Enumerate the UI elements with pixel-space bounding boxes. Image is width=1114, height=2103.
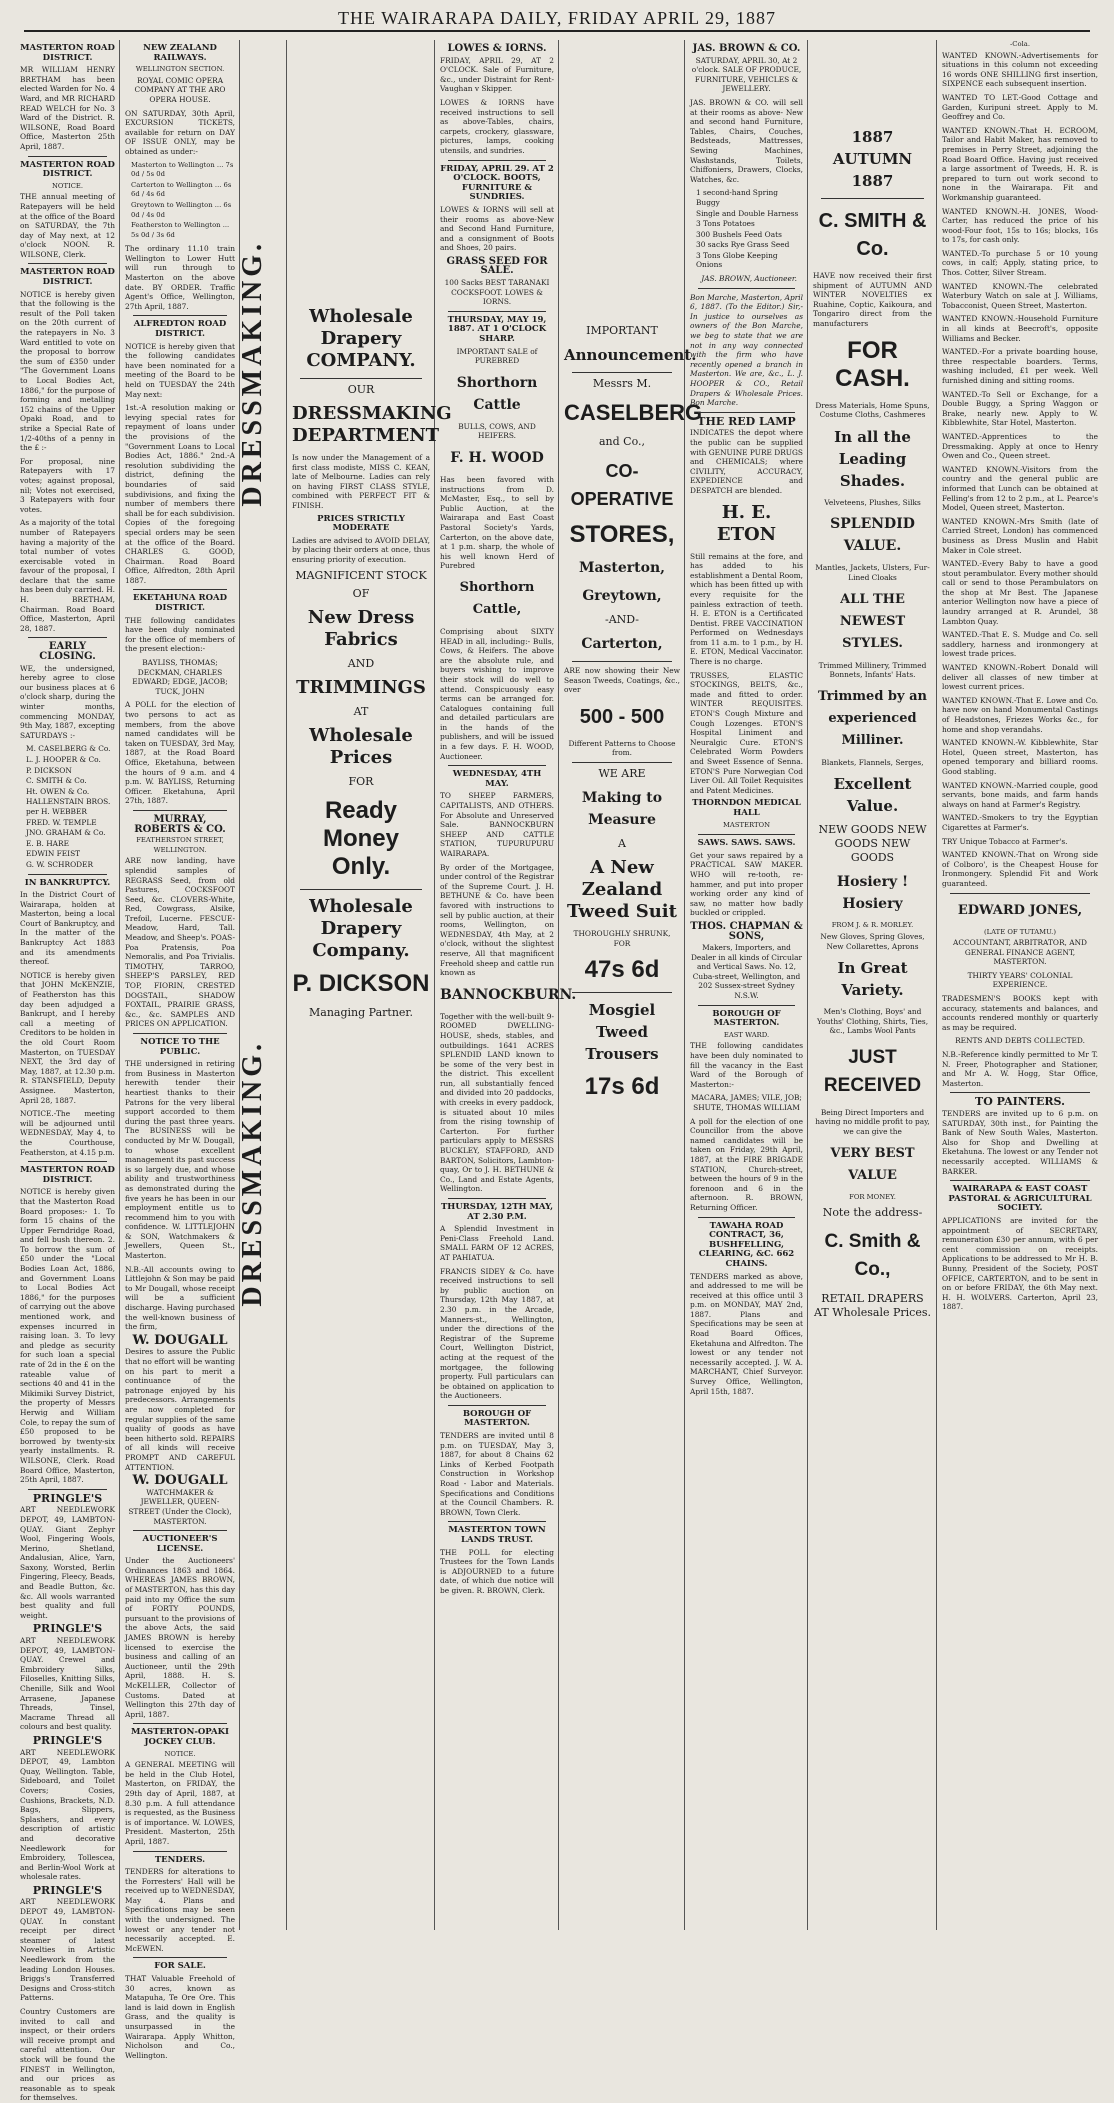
heading: SAWS. SAWS. SAWS. bbox=[697, 838, 796, 849]
divider bbox=[572, 762, 672, 763]
column-5 bbox=[436, 40, 577, 1930]
classified-ad: WANTED.-To Sell or Exchange, for a Double Buggy, a Spring Waggon or Brake, nearly new. Apply to W. Kibblewhite, Star Hotel, Masterton. bbox=[942, 389, 1098, 428]
text: AT bbox=[353, 704, 369, 718]
heading: FOR CASH. bbox=[835, 336, 910, 392]
list-item: Greytown to Wellington ... 6s 0d / 4s 0d bbox=[131, 200, 232, 219]
notice-text: ARE now showing their New Season Tweeds, Coatings, &c., over bbox=[564, 666, 680, 695]
heading: MASTERTON ROAD DISTRICT. bbox=[20, 159, 115, 180]
notice-text: THOROUGHLY SHRUNK, FOR bbox=[573, 928, 671, 948]
column-rule bbox=[286, 40, 287, 1930]
list-item: Masterton to Wellington ... 7s 0d / 5s 0d bbox=[131, 160, 234, 179]
column-rule bbox=[558, 40, 559, 1930]
list-item: Featherston to Wellington ... 5s 0d / 3s 6d bbox=[131, 221, 230, 239]
divider bbox=[28, 263, 107, 264]
heading: PRINGLE'S bbox=[32, 1622, 103, 1636]
heading: F. H. WOOD bbox=[450, 450, 544, 466]
notice-text: BULLS, COWS, AND HEIFERS. bbox=[458, 421, 536, 441]
notice-text: LOWES & IORNS have received instructions to sell as above-Tables, chairs, carpets, crockery, glassware, pictures, lamps, cooking utensils, and sundries. bbox=[440, 97, 554, 155]
notice-text: Still remains at the fore, and has added to his establishment a Dental Room, which has been fitted up with every requisite for the painless extraction of teeth. H. E. ETON is a Certificated Dentist. FREE VACCINATION Performed on Wednesdays from 11 a.m. to 1 p.m., by H. E. ETON, Medical Vaccinator. There is no charge. bbox=[690, 551, 803, 667]
notice-text: JAS. BROWN & CO. will sell at their rooms as above- New and second hand Furniture, Tables, Chairs, Couches, Bedsteads, Mattresses, Sewing Machines, Washstands, Toilets, Chiffoniers, Drawers, Clocks, Watches, &c. bbox=[690, 97, 803, 184]
column-rule bbox=[807, 40, 808, 1930]
heading: STORES, bbox=[569, 521, 675, 548]
notice-text: Different Patterns to Choose from. bbox=[568, 738, 676, 758]
classified-ad: WANTED KNOWN.-Robert Donald will deliver all classes of new timber at lowest current prices. bbox=[942, 663, 1098, 692]
divider bbox=[698, 288, 795, 289]
heading: BOROUGH OF MASTERTON. bbox=[712, 1008, 781, 1029]
notice-text: Being Direct Importers and having no middle profit to pay, we can give the bbox=[815, 1107, 930, 1137]
heading: PRINGLE'S bbox=[32, 1733, 103, 1747]
notice-text: Country Customers are invited to call and inspect, or their orders will receive prompt and careful attention. Our stock will be found the FINEST in Wellington, and our prices as reasonable as to speak for themselves. bbox=[20, 2007, 115, 2103]
heading: MASTERTON TOWN LANDS TRUST. bbox=[448, 1525, 546, 1545]
town: Masterton, bbox=[578, 560, 666, 576]
classified-ad: WANTED KNOWN.-Household Furniture in all kinds at Beecroft's, opposite Williams and Becker. bbox=[942, 314, 1098, 343]
divider bbox=[300, 378, 422, 379]
notice-text: Ladies are advised to AVOID DELAY, by placing their orders at once, thus ensuring priority of execution. bbox=[292, 535, 430, 564]
notice-text: ART NEEDLEWORK DEPOT, 49, Lambton Quay, Wellington. Table, Sideboard, and Toilet Covers; Cosies, Cushions, Brackets, N.D. Bags, Slippers, Splashers, and every description of artistic and decorative Needlework for Embroidery, Tollescea, and Berlin-Wool Work at wholesale rates. bbox=[20, 1747, 115, 1882]
notice-text: MR WILLIAM HENRY BRETHAM has been elected Warden for No. 4 Ward, and MR RICHARD READ WELCH for No. 3 Ward of the District. R. WILSONE, Road Board Office, Masterton 25th April, 1887. bbox=[20, 65, 115, 151]
heading: W. DOUGALL bbox=[132, 1332, 228, 1348]
heading: PRICES STRICTLY MODERATE bbox=[317, 513, 405, 534]
notice-text: A poll for the election of one Councillor from the above named candidates will be taken on Friday, 29th April, 1887, at the FIRE BRIGADE STATION, Church-street, between the hours of 9 in the forenoon and 6 in the afternoon. R. BROWN, Returning Officer. bbox=[690, 1116, 803, 1212]
notice-text: THE annual meeting of Ratepayers will be held at the office of the Board on SATURDAY, the 7th day of May next, at 12 o'clock NOON. R. WILSONE, Clerk. bbox=[20, 192, 115, 259]
notice-text: A Splendid Investment in Peni-Class Freehold Land. SMALL FARM OF 12 ACRES, AT PAHIATUA. bbox=[440, 1224, 554, 1262]
notice-text: NOTICE is hereby given that the following is the result of the Poll taken on the 20th current of the ratepayers in No. 3 Ward entitled to vote on the proposal to borrow the sum of £350 under "The Government Loans to Local Bodies Act, 1886," for the purpose of forming and metalling 152 chains of the Upper Opaki Road, and to strike a Special Rate of 1/2-40ths of a penny in the £ :- bbox=[20, 289, 115, 453]
notice-text: FRIDAY, APRIL 29, AT 2 O'CLOCK. Sale of Furniture, &c., under Distraint for Rent-Vaughan v Skipper. bbox=[440, 55, 554, 94]
text: -AND- bbox=[604, 613, 640, 626]
subheading: RETAIL DRAPERS AT Wholesale Prices. bbox=[814, 1292, 931, 1320]
heading: GRASS SEED FOR SALE. bbox=[446, 255, 548, 277]
masthead bbox=[0, 0, 1114, 34]
heading: Shorthorn Cattle bbox=[456, 374, 538, 413]
text: NEW GOODS NEW GOODS NEW GOODS bbox=[818, 823, 927, 865]
column-2 bbox=[121, 40, 239, 2060]
notice-text: Blankets, Flannels, Serges, bbox=[821, 757, 924, 767]
divider bbox=[133, 1530, 227, 1531]
notice-text: WE, the undersigned, hereby agree to close our business places at 6 o'clock sharp, during the winter months, commencing MONDAY, 9th May, 1887, excepting SATURDAYS :- bbox=[20, 663, 115, 740]
list-item: P. DICKSON bbox=[26, 765, 72, 775]
notice-text: THE following candidates have been duly nominated to fill the vacancy in the East Ward of the Borough of Masterton:- bbox=[690, 1041, 803, 1089]
heading: THOS. CHAPMAN & SONS, bbox=[690, 920, 803, 942]
notice-text: Men's Clothing, Boys' and Youths' Clothing, Shirts, Ties, &c., Lambs Wool Pants bbox=[816, 1007, 929, 1036]
heading: JUST RECEIVED bbox=[823, 1046, 922, 1096]
letter-text: Bon Marche, Masterton, April 6, 1887. (To the Editor.) Sir,-In justice to ourselves as owners of the Bon Marche, we beg to state that we are not in any way connected with the firm who have recently opened a branch in Masterton. We are, &c., L. J. HOOPER & CO., Retail Drapers & Wholesale Prices. Bon Marche. bbox=[690, 292, 803, 408]
list-item: 30 sacks Rye Grass Seed bbox=[696, 240, 790, 250]
divider bbox=[133, 589, 227, 590]
heading: P. DICKSON bbox=[292, 969, 430, 997]
column-6 bbox=[560, 40, 703, 1930]
subheading: EAST WARD. bbox=[723, 1030, 770, 1039]
classified-ad: WANTED.-To purchase 5 or 10 young cows, in calf; Apply, stating price, to Thos. Cotter, Silver Stream. bbox=[942, 248, 1098, 278]
heading: IN BANKRUPTCY. bbox=[24, 877, 111, 888]
notice-text: TENDERS are invited until 8 p.m. on TUESDAY, May 3, 1887, for about 8 Chains 62 Links of Kerbed Footpath Construction in Workshop Road - Labor and Materials. Specifications and Conditions at the Council Chambers. R. BROWN, Town Clerk. bbox=[440, 1431, 554, 1517]
heading: EKETAHUNA ROAD DISTRICT. bbox=[132, 593, 227, 614]
heading: Announcement. bbox=[564, 346, 697, 364]
notice-text: As a majority of the total number of Ratepayers having a majority of the total number of votes exercisable voted in favour of the proposal, I declare that the same has been duly carried. H. H. BRETHAM, Chairman. Road Board Office, Masterton, April 28, 1887. bbox=[20, 518, 115, 633]
heading: LOWES & IORNS. bbox=[447, 43, 547, 54]
divider bbox=[28, 156, 107, 157]
heading: THURSDAY, 12TH MAY, AT 2.30 P.M. bbox=[440, 1202, 554, 1222]
text: Messrs M. bbox=[592, 377, 652, 390]
text: FOR bbox=[348, 774, 374, 788]
subheading: FEATHERSTON STREET, WELLINGTON. bbox=[136, 836, 224, 854]
heading: Making to Measure bbox=[581, 789, 663, 828]
heading: PRINGLE'S bbox=[32, 1883, 103, 1897]
notice-text: SATURDAY, APRIL 30, At 2 o'clock. SALE OF PRODUCE, FURNITURE, VEHICLES & JEWELLERY. bbox=[691, 55, 802, 94]
notice-text: Dress Materials, Home Spuns, Costume Cloths, Cashmeres bbox=[815, 400, 930, 420]
heading: MASTERTON ROAD DISTRICT. bbox=[20, 1165, 115, 1185]
subheading: WELLINGTON SECTION. bbox=[135, 65, 225, 74]
heading: TO PAINTERS. bbox=[975, 1095, 1065, 1109]
heading: WAIRARAPA & EAST COAST PASTORAL & AGRICULTURAL SOCIETY. bbox=[948, 1184, 1092, 1214]
list-item: 1 second-hand Spring Buggy bbox=[696, 188, 778, 207]
heading: Hosiery ! Hosiery bbox=[836, 874, 909, 913]
list-item: C. SMITH & Co. bbox=[26, 776, 87, 786]
notice-text: THIRTY YEARS' COLONIAL EXPERIENCE. bbox=[967, 970, 1073, 990]
notice-text: ON SATURDAY, 30th April, EXCURSION TICKETS, available for return on DAY OF ISSUE ONLY, may be obtained as under:- bbox=[125, 108, 235, 156]
notice-text: TENDERS are invited up to 6 p.m. on SATURDAY, 30th inst., for Painting the Bank of New South Wales, Masterton. Also for Shop and Dwelling at Eketahuna. The lowest or any Tender not necessarily accepted. WILLIAMS & BARKER. bbox=[942, 1109, 1098, 1176]
text: WE ARE bbox=[598, 766, 646, 780]
candidates: BAYLISS, THOMAS; DECKMAN, CHARLES EDWARD; EDGE, JACOB; TUCK, JOHN bbox=[132, 658, 228, 696]
divider bbox=[572, 661, 672, 662]
notice-text: Comprising about SIXTY HEAD in all, including:- Bulls, Cows, & Heifers. The above are the absolute rule, and buyers wishing to improve their stock will do well to attend. Conspicuously easy terms can be arranged for. Catalogues containing full and detailed particulars are in the hands of the publishers, and will be issued in a few days. F. H. WOOD, Auctioneer. bbox=[440, 626, 554, 761]
list-item: HALLENSTAIN BROS. per H. WEBBER bbox=[26, 797, 111, 816]
heading: Wholesale Drapery Company. bbox=[309, 895, 413, 961]
notice-text: NOTICE is hereby given that the Masterton Road Board proposes:- 1. To form 15 chains of the Upper Ferndridge Road, and fell bush thereon. 2. To borrow the sum of £50 under the "Local Bodies Loan Act, 1886, and Government Loans to Local Bodies Act 1886," for the purposes of carrying out the above mentioned work, and expenses incurred in raising loan. 3. To levy and pledge as security for such loan a special rate of 2d in the £ on the rateable value of sections 40 and 41 in the Mikimiki Survey District, the property of Messrs Herwig and William Cole, to repay the sum of £50 proposed to be borrowed by twenty-six yearly installments. R. WILSONE, Clerk. Road Board Office, Masterton, 25th April, 1887. bbox=[20, 1187, 115, 1485]
text: OF bbox=[352, 586, 370, 600]
signatory-list bbox=[26, 744, 115, 869]
notice-text: WATCHMAKER & JEWELLER, QUEEN-STREET (Under the Clock), MASTERTON. bbox=[128, 1487, 232, 1526]
heading: MASTERTON ROAD DISTRICT. bbox=[20, 267, 115, 288]
heading: IMPORTANT bbox=[586, 324, 658, 337]
heading: JAS. BROWN & CO. bbox=[692, 43, 801, 54]
list-item: Single and Double Harness bbox=[696, 208, 799, 218]
notice-text: TO SHEEP FARMERS, CAPITALISTS, AND OTHERS. For Absolute and Unreserved Sale. BANNOCKBURN SHEEP AND CATTLE STATION, TUPURUPURU WAIRARAPA. bbox=[440, 791, 554, 858]
column-9 bbox=[938, 40, 1102, 1930]
text: and Co., bbox=[598, 435, 646, 448]
divider bbox=[133, 315, 227, 316]
heading: Shorthorn Cattle, bbox=[459, 579, 535, 617]
divider bbox=[28, 874, 107, 875]
notice-text: Is now under the Management of a first class modiste, MISS C. KEAN, late of Melbourne. Ladies can rely on having FIRST CLASS STYLE, combined with PERFECT FIT & FINISH. bbox=[292, 453, 430, 510]
heading: NEW ZEALAND RAILWAYS. bbox=[143, 43, 217, 63]
heading: Trimmed by an experienced Milliner. bbox=[818, 688, 927, 748]
divider bbox=[28, 1161, 107, 1162]
notice-text: A POLL for the election of two persons to act as members, from the above named candidates will be taken on TUESDAY, 3rd May, 1887, at the Road Board Office, Eketahuna, between the hours of 9 a.m. and 4 p.m. W. BAYLISS, Returning Officer. Eketahuna, April 27th, 1887. bbox=[125, 700, 235, 806]
heading: MASTERTON-OPAKI JOCKEY CLUB. bbox=[130, 1727, 230, 1747]
subheading: (LATE OF TUTAMU.) bbox=[983, 927, 1056, 936]
fare-table bbox=[131, 161, 235, 241]
divider bbox=[448, 1198, 546, 1199]
heading: FOR SALE. bbox=[154, 1961, 206, 1972]
notice-text: TRUSSES, ELASTIC STOCKINGS, BELTS, &c., made and fitted to order. WINTER REQUISITES. ETON'S Cough Mixture and Cough Lozenges. ETON'S Hospital Liniment and Neuralgic Cure. ETON'S Celebrated Worm Powders and Sweet Essence of Senna. ETON'S Pure Norwegian Cod Liver Oil. All Toilet Requisites and Patent Medicines. bbox=[690, 670, 803, 795]
heading: AUCTIONEER'S LICENSE. bbox=[142, 1534, 218, 1554]
column-rule bbox=[434, 40, 435, 1930]
heading: Ready Money Only. bbox=[322, 796, 399, 880]
divider bbox=[950, 1092, 1090, 1093]
heading: BOROUGH OF MASTERTON. bbox=[462, 1408, 532, 1429]
heading: EARLY CLOSING. bbox=[39, 641, 96, 663]
classified-ad: WANTED TO LET.-Good Cottage and Garden, Kuripuni street. Apply to M. Geoffrey and Co. bbox=[942, 92, 1098, 122]
notice-text: LOWES & IORNS will sell at their rooms as above-New and Second Hand Furniture, and a consignment of Boots and Shoes, 20 pairs. bbox=[440, 204, 554, 253]
heading: BANNOCKBURN. bbox=[440, 986, 577, 1003]
divider bbox=[300, 889, 422, 890]
vertical-banner: DRESSMAKING. bbox=[237, 240, 268, 507]
notice-text: THE POLL for electing Trustees for the Town Lands is ADJOURNED to a future date, of which due notice will be given. R. BROWN, Clerk. bbox=[440, 1547, 554, 1595]
column-rule bbox=[936, 40, 937, 1930]
column-8 bbox=[809, 40, 936, 1930]
notice-text: TRADESMEN'S BOOKS kept with accuracy, statements and balances, and accounts rendered monthly or quarterly as may be required. bbox=[942, 994, 1098, 1032]
notice-text: N.B.-Reference kindly permitted to Mr T. N. Freer, Photographer and Stationer, and Mr A. W. Hogg, Star Office, Masterton. bbox=[942, 1050, 1098, 1088]
divider bbox=[133, 1957, 227, 1958]
notice-text: TENDERS marked as above, and addressed to me will be received at this office until 3 p.m. on MONDAY, MAY 2nd, 1887. Plans and Specifications may be seen at Road Board Offices, Eketahuna and Alfredton. The lowest or any tender not necessarily accepted. J. W. A. MARCHANT, Chief Surveyor. Survey Office, Wellington, April 15th, 1887. bbox=[690, 1271, 803, 1396]
notice-text: ROYAL COMIC OPERA COMPANY AT THE ARO OPERA HOUSE. bbox=[134, 75, 226, 104]
notice-text: INDICATES the depot where the public can be supplied with GENUINE PURE DRUGS and CHEMICALS; where CIVILITY, ACCURACY, EXPEDIENCE and DESPATCH are blended. bbox=[690, 428, 803, 495]
divider bbox=[448, 311, 546, 312]
heading: C. SMITH & Co. bbox=[818, 210, 927, 260]
heading: SPLENDID VALUE. bbox=[830, 516, 915, 555]
classified-ad: WANTED.-That E. S. Mudge and Co. sell saddlery, harness and ironmongery at lowest trade prices. bbox=[942, 630, 1098, 659]
notice-text: Mantles, Jackets, Ulsters, Fur-Lined Cloaks bbox=[815, 563, 930, 582]
notice-text: In the District Court of Wairarapa, holden at Masterton, being a local Court of Bankruptcy, and In the matter of the Bankruptcy Act 1883 and its amendments thereof. bbox=[20, 890, 115, 967]
heading: TRIMMINGS bbox=[296, 676, 426, 698]
heading: 500 - 500 bbox=[579, 705, 665, 728]
column-rule bbox=[684, 40, 685, 1930]
town: Greytown, bbox=[582, 588, 662, 604]
classified-ad: WANTED KNOWN.-Advertisements for situations in this column not exceeding 16 words ONE SHILLING first insertion, SIXPENCE each subsequent insertion. bbox=[942, 50, 1098, 89]
text: A bbox=[618, 836, 626, 850]
heading: TAWAHA ROAD CONTRACT, 36, BUSHFELLING, CLEARING, &C. 662 CHAINS. bbox=[698, 1220, 795, 1269]
notice-text: ART NEEDLEWORK DEPOT 49, LAMBTON-QUAY. In constant receipt per direct steamer of latest Novelties in Artistic Needlework from the leading London Houses. Briggs's Transferred Designs and Cross-stitch Patterns. bbox=[20, 1897, 115, 2003]
text: Note the address- bbox=[822, 1206, 923, 1220]
price: 17s 6d bbox=[584, 1073, 660, 1101]
column-1 bbox=[16, 40, 119, 2103]
notice-text: FRANCIS SIDEY & Co. have received instructions to sell by public auction on Thursday, 12th May 1887, at 2.30 p.m. in the Arcade, Manners-st., Wellington, under the directions of the Registrar of the Supreme Court, Wellington District, acting at the request of the mortgagee, the following property. Full particulars can be obtained on application to the Auctioneers. bbox=[440, 1266, 554, 1401]
notice-text: APPLICATIONS are invited for the appointment of SECRETARY, remuneration £30 per annum, with 6 per cent commission on receipts. Applications to be addressed to Mr H. B. Bunny, President of the Society, POST OFFICE, CARTERTON, and to be sent in on or before FRIDAY, the 6th May next. H. H. WOLVERS. Carterton, April 23, 1887. bbox=[942, 1215, 1098, 1312]
notice-text: Desires to assure the Public that no effort will be wanting on his part to merit a continuance of the patronage enjoyed by his predecessors. Arrangements are now completed for regular supplies of the same quality of goods as have been hitherto sold. REPAIRS of all kinds will receive PROMPT AND CAREFUL ATTENTION. bbox=[125, 1347, 235, 1472]
notice-text: ART NEEDLEWORK DEPOT, 49, LAMBTON-QUAY. Giant Zephyr Wool, Fingering Wools, Merino, Shetland, Andalusian, Alice, Yarn, Saxony, Worsted, Berlin Fingering, Fleecy, Beads, and Beadle Button, &c. &c. All wools warranted best quality and full weight. bbox=[20, 1505, 115, 1620]
heading: THORNDON MEDICAL HALL bbox=[692, 798, 801, 818]
divider bbox=[572, 372, 672, 373]
divider bbox=[133, 1723, 227, 1724]
divider bbox=[133, 810, 227, 811]
divider bbox=[698, 1217, 795, 1218]
classified-ad: WANTED.-For a private boarding house, three respectable boarders. Terms, washing included, £1 per week. Well furnished dining and sitting rooms. bbox=[942, 347, 1098, 385]
heading: THURSDAY, MAY 19, 1887. AT 1 O'CLOCK SHARP. bbox=[447, 314, 547, 345]
divider bbox=[698, 1005, 795, 1006]
divider bbox=[28, 637, 107, 638]
list-item: 300 Bushels Feed Oats bbox=[696, 229, 782, 239]
list-item: 3 Tons Globe Keeping Onions bbox=[696, 250, 778, 270]
subheading: NOTICE. bbox=[164, 1749, 196, 1758]
candidates: MACARA, JAMES; VILE, JOB; SHUTE, THOMAS WILLIAM bbox=[691, 1093, 802, 1112]
heading: MURRAY, ROBERTS & CO. bbox=[134, 813, 226, 835]
classified-ad: WANTED.-Smokers to try the Egyptian Cigarettes at Farmer's. bbox=[942, 813, 1098, 832]
divider bbox=[133, 1851, 227, 1852]
subheading: Managing Partner. bbox=[309, 1005, 413, 1019]
list-item: G. W. SCHRODER bbox=[26, 859, 94, 869]
subheading: FROM J. & R. MORLEY. bbox=[831, 921, 914, 930]
column-4 bbox=[288, 40, 452, 1930]
divider bbox=[448, 160, 546, 161]
signature: JAS. BROWN, Auctioneer. bbox=[701, 274, 797, 284]
notice-text: Get your saws repaired by a PRACTICAL SAW MAKER. WHO will re-tooth, re-hammer, and put into proper working order any kind of saw, no matter how badly buckled or crippled. bbox=[690, 850, 803, 918]
heading: New Dress Fabrics bbox=[307, 606, 415, 650]
heading: Wholesale Prices bbox=[309, 724, 413, 768]
notice-text: Velveteens, Plushes, Silks bbox=[824, 497, 921, 507]
text: -Cola. bbox=[1010, 40, 1030, 48]
subheading: MASTERTON bbox=[722, 820, 771, 829]
divider bbox=[448, 765, 546, 766]
subheading: NOTICE. bbox=[51, 181, 84, 190]
heading: DRESSMAKING DEPARTMENT bbox=[292, 403, 452, 446]
classified-ad: WANTED.-Apprentices to the Dressmaking. Apply at once to Henry Owen and Co., Queen street. bbox=[942, 431, 1098, 461]
list-item: L. J. HOOPER & Co. bbox=[26, 754, 101, 764]
town: Carterton, bbox=[581, 636, 663, 652]
notice-text: NOTICE is hereby given that the following candidates have been nominated for a meeting of the Board to be held on TUESDAY the 24th May next: bbox=[125, 341, 235, 399]
heading: PRINGLE'S bbox=[32, 1491, 103, 1505]
notice-text: Under the Auctioneers' Ordinances 1863 and 1864. WHEREAS JAMES BROWN, of MASTERTON, has this day paid into my Office the sum of FORTY POUNDS, pursuant to the provisions of the above Acts, the said JAMES BROWN is hereby licensed to exercise the business and calling of an Auctioneer, until the 29th April, 1888. H. S. McKELLER, Collector of Customs. Dated at Wellington this 27th day of April, 1887. bbox=[125, 1556, 235, 1719]
notice-text: ARE now landing, have splendid samples of REGRASS Seed, from old Pastures, COCKSFOOT Seed, &c. CLOVERS-White, Red, Cowgrass, Alsike, Trefoil, Lucerne. FESCUE-Meadow, Hard, Tall. Meadow, and Sheep's. POAS-Poa Pratensis, Poa Nemoralis, and Poa Trivialis. TIMOTHY, TARROO, SHEEP'S PARSLEY, RED TOP, FIORIN, CRESTED DOGSTAIL, SHADOW FOXTAIL, PRAIRIE GRASS, &c., &c. SAMPLES AND PRICES ON APPLICATION. bbox=[125, 856, 235, 1029]
notice-text: 100 Sacks BEST TARANAKI COCKSFOOT. LOWES & IORNS. bbox=[444, 278, 550, 307]
classified-ad: TRY Unique Tobacco at Farmer's. bbox=[942, 836, 1068, 846]
heading: ALFREDTON ROAD DISTRICT. bbox=[133, 319, 227, 340]
heading: Wholesale Drapery COMPANY. bbox=[306, 306, 416, 371]
masthead-title: THE WAIRARAPA DAILY, FRIDAY APRIL 29, 1887 bbox=[338, 8, 776, 28]
notice-text: THE undersigned in retiring from Business in Masterton herewith tender their heartiest thanks to their Patrons for the very liberal support accorded to them during the past three years. The BUSINESS will be conducted by Mr W. Dougall, to whose excellent management its past success is so largely due, and whose ability and trustworthiness as demonstrated during the five years he has been in our employment entitle us to recommend him to you with confidence. W. LITTLEJOHN & SON, Watchmakers & Jewellers, Queen St., Masterton. bbox=[125, 1059, 235, 1261]
masthead-rule bbox=[24, 30, 1090, 32]
notice-text: Together with the well-built 9-ROOMED DWELLING-HOUSE, sheds, stables, and outbuildings. 1641 ACRES SPLENDID LAND known to be some of the very best in the district. This excellent run, all substantially fenced and divided into 20 paddocks, with creeks in every paddock, is situated about 10 miles from the rising township of Carterton. For further particulars apply to MESSRS BUCKLEY, STAFFORD, AND BARTON, Solicitors, Lambton-quay, Or to J. H. BETHUNE & Co., Land and Estate Agents, Wellington. bbox=[440, 1011, 554, 1194]
heading: H. E. ETON bbox=[716, 501, 777, 545]
classified-ad: WANTED KNOWN.-Married couple, good servants, bone maids, and farm hands always on hand at Farmer's Registry. bbox=[942, 780, 1098, 809]
list-item: EDWIN FEIST bbox=[26, 849, 81, 859]
classified-ad: WANTED KNOWN.-W. Kibblewhite, Star Hotel, Queen street, Masterton, has opened temporary and billiard rooms. Good stabling. bbox=[942, 738, 1098, 776]
heading: W. DOUGALL bbox=[132, 1473, 228, 1489]
notice-text: ACCOUNTANT, ARBITRATOR, AND GENERAL FINANCE AGENT, MASTERTON. bbox=[953, 938, 1087, 967]
notice-text: Makers, Importers, and Dealer in all kinds of Circular and Vertical Saws. No. 12, Cuba-street, Wellington, and 202 Sussex-street Sydney N.S.W. bbox=[690, 943, 803, 1001]
list-item: Ht. OWEN & Co. bbox=[26, 786, 90, 796]
heading: EDWARD JONES, bbox=[957, 902, 1083, 918]
classified-ad: WANTED KNOWN.-The celebrated Waterbury Watch on sale at J. Williams, Tobacconist, Queen Street, Masterton. bbox=[942, 281, 1098, 310]
subheading: FOR MONEY. bbox=[849, 1192, 896, 1201]
lot-list bbox=[696, 188, 803, 270]
column-7 bbox=[686, 40, 807, 1930]
heading: MASTERTON ROAD DISTRICT. bbox=[20, 43, 115, 63]
notice-text: THAT Valuable Freehold of 30 acres, known as Matapuha, Te Ore Ore. This land is laid down in English Grass, and the quality is unsurpassed in the Wairarapa. Apply Whitton, Nicholson and Co., Wellington. bbox=[125, 1974, 235, 2060]
heading: In Great Variety. bbox=[837, 959, 908, 1000]
heading: ALL THE NEWEST STYLES. bbox=[839, 591, 906, 651]
notice-text: A GENERAL MEETING will be held in the Club Hotel, Masterton, on FRIDAY, the 29th day of April, 1887, at 8.30 p.m. A full attendance is requested, as the Business is of importance. W. LOWES, President. Masterton, 25th April, 1887. bbox=[125, 1760, 235, 1846]
heading: 1887 AUTUMN 1887 bbox=[832, 128, 913, 190]
text: AND bbox=[347, 656, 375, 670]
notice-text: New Gloves, Spring Gloves, New Collarettes, Aprons bbox=[820, 931, 925, 951]
notice-text: HAVE now received their first shipment of AUTUMN AND WINTER NOVELTIES ex Ruahine, Coptic, Kaikoura, and Tongariro direct from the manufacturers bbox=[813, 271, 932, 328]
notice-text: Trimmed Millinery, Trimmed Bonnets, Infants' Hats. bbox=[818, 660, 927, 680]
notice-text: NOTICE is hereby given that JOHN McKENZIE, of Featherston has this day been adjudged a Bankrupt, and I hereby call a meeting of Creditors to be holden in the old Court Room Masterton, on TUESDAY NEXT, the 3rd day of May, 1887, at 12.30 p.m. R. STANSFIELD, Deputy Assignee. Masterton, April 28, 1887. bbox=[20, 970, 115, 1105]
classified-ad: WANTED KNOWN.-Mrs Smith (late of Carried Street, London) has commenced business as Dress Muslin and Habit Maker in Cole street. bbox=[942, 516, 1098, 555]
notice-text: Has been favored with instructions from D. McMaster, Esq., to sell by Public Auction, at the Wairarapa and East Coast Pastoral Society's Yards, Carterton, on the above date, at 1 p.m. sharp, the whole of his well known Herd of Purebred bbox=[440, 475, 554, 571]
classified-ad: WANTED KNOWN.-That H. ECROOM, Tailor and Habit Maker, has removed to premises in Perry Street, adjoining the Road Board Office. Having just received a large assortment of Tweeds, H. R. is prepared to turn out work second to none in the Wairarapa. Fit and Workmanship guaranteed. bbox=[942, 125, 1098, 202]
heading: CO-OPERATIVE bbox=[570, 461, 674, 509]
notice-text: 1st.-A resolution making or levying special rates for repayment of loans under the provisions of the "Government Loans to Local Bodies Act, 1886." 2nd.-A resolution subdividing the district, defining the boundaries of said subdivisions, and fixing the number of members there shall be for each subdivision. Copies of the foregoing special orders may be seen at the office of the Board. CHARLES G. GOOD, Chairman. Road Board Office, Alfredton, 28th April 1887. bbox=[125, 403, 235, 585]
notice-text: By order of the Mortgagee, under control of the Registrar of the Supreme Court. J. H. BETHUNE & Co. have been favored with instructions to sell by public auction, at their rooms, Wellington, on WEDNESDAY, 4th May, at 2 o'clock, without the slightest reserve, All that magnificent Freehold sheep and cattle run known as bbox=[440, 862, 554, 978]
price: 47s 6d bbox=[584, 956, 660, 984]
divider bbox=[572, 992, 672, 993]
divider bbox=[698, 412, 795, 413]
list-item: E. B. HARE bbox=[26, 838, 69, 848]
notice-text: The ordinary 11.10 train Wellington to Lower Hutt will run through to Masterton on the above date. BY ORDER. Traffic Agent's Office, Wellington, 27th April, 1887. bbox=[125, 244, 235, 311]
heading: CASELBERG bbox=[564, 400, 703, 425]
heading: MAGNIFICENT STOCK bbox=[295, 568, 427, 582]
vertical-banner: DRESSMAKING. bbox=[237, 1040, 268, 1307]
list-item: JNO. GRAHAM & Co. bbox=[26, 828, 106, 838]
notice-text: TENDERS for alterations to the Forresters' Hall will be received up to WEDNESDAY, May 4. Plans and Specifications may be seen with the undersigned. The lowest or any tender not necessarily accepted. E. McEWEN. bbox=[125, 1867, 235, 1953]
divider bbox=[950, 1180, 1090, 1181]
classified-ad: WANTED KNOWN.-That on Wrong side of Colboro', is the Cheapest House for Ironmongery. Splendid Fit and Work guaranteed. bbox=[942, 850, 1098, 888]
divider bbox=[950, 893, 1090, 894]
column-3 bbox=[237, 40, 286, 1930]
list-item: 3 Tons Potatoes bbox=[696, 219, 755, 229]
heading: In all the Leading Shades. bbox=[834, 427, 911, 490]
heading: TENDERS. bbox=[154, 1854, 206, 1865]
divider bbox=[821, 198, 924, 199]
notice-text: NOTICE.-The meeting will be adjourned until WEDNESDAY, May 4, to the Courthouse, Featherston, at 4.15 p.m. bbox=[20, 1109, 115, 1157]
heading: Mosgiel Tweed Trousers bbox=[585, 1001, 659, 1064]
classified-ad: WANTED KNOWN.-Visitors from the country and the general public are informed that Lunch can be obtained at Felling's from 12 to 2 p.m., at L. Pearce's Model, Queen street, Masterton. bbox=[942, 464, 1098, 513]
divider bbox=[133, 1033, 227, 1034]
list-item: M. CASELBERG & Co. bbox=[26, 744, 111, 754]
heading: C. Smith & Co., bbox=[824, 1231, 921, 1281]
divider bbox=[28, 1489, 107, 1490]
divider bbox=[698, 834, 795, 835]
list-item: Carterton to Wellington ... 6s 6d / 4s 6d bbox=[131, 180, 232, 199]
heading: WEDNESDAY, 4TH MAY. bbox=[452, 769, 542, 789]
heading: NOTICE TO THE PUBLIC. bbox=[140, 1037, 220, 1057]
notice-text: For proposal, nine Ratepayers with 17 votes; against proposal, nil; Votes not exercised, 3 Ratepayers with four votes. bbox=[20, 456, 115, 514]
notice-text: N.B.-All accounts owing to Littlejohn & Son may be paid to Mr Dougall, whose receipt will be a sufficient discharge. Having purchased the well-known business of the firm, bbox=[125, 1264, 235, 1332]
divider bbox=[448, 1405, 546, 1406]
heading: VERY BEST VALUE bbox=[830, 1145, 915, 1183]
list-item: FRED. W. TEMPLE bbox=[26, 817, 97, 827]
column-rule bbox=[119, 40, 120, 1930]
divider bbox=[448, 1521, 546, 1522]
notice-text: ART NEEDLEWORK DEPOT, 49, LAMBTON-QUAY. Crewel and Embroidery Silks, Filoselles, Knitting Silks, Chenille, Silk and Wool Arrasene, Japanese Threads, Tinsel, Macrame Thread all colours and best quality. bbox=[20, 1636, 115, 1732]
notice-text: THE following candidates have been duly nominated for the office of members of the present election:- bbox=[125, 615, 235, 654]
text: OUR bbox=[347, 383, 375, 396]
notice-text: IMPORTANT SALE of PUREBRED bbox=[456, 346, 538, 366]
classified-ad: WANTED KNOWN.-That E. Lowe and Co. have now on hand Monumental Castings of Headstones, Friezes Works &c., for home and shop verandahs. bbox=[942, 695, 1098, 734]
heading: Excellent Value. bbox=[833, 775, 912, 816]
classified-ad: WANTED KNOWN.-H. JONES, Wood-Carter, has reduced the price of his wood-Four foot, 15s to 16s; blocks, 16s to 17s, for cash only. bbox=[942, 206, 1098, 245]
notice-text: RENTS AND DEBTS COLLECTED. bbox=[955, 1036, 1085, 1046]
classified-ad: WANTED.-Every Baby to have a good stout perambulator. Every mother should call or send to those Perambulators on the shop at Mr Best. The Japanese anterior Wellington now have a piece of laundry arranged at R. Arundel, 38 Lambton Quay. bbox=[942, 559, 1098, 626]
heading: FRIDAY, APRIL 29. AT 2 O'CLOCK. BOOTS, FURNITURE & SUNDRIES. bbox=[440, 163, 554, 203]
heading: A New Zealand Tweed Suit bbox=[567, 856, 677, 922]
heading: THE RED LAMP bbox=[697, 414, 796, 428]
